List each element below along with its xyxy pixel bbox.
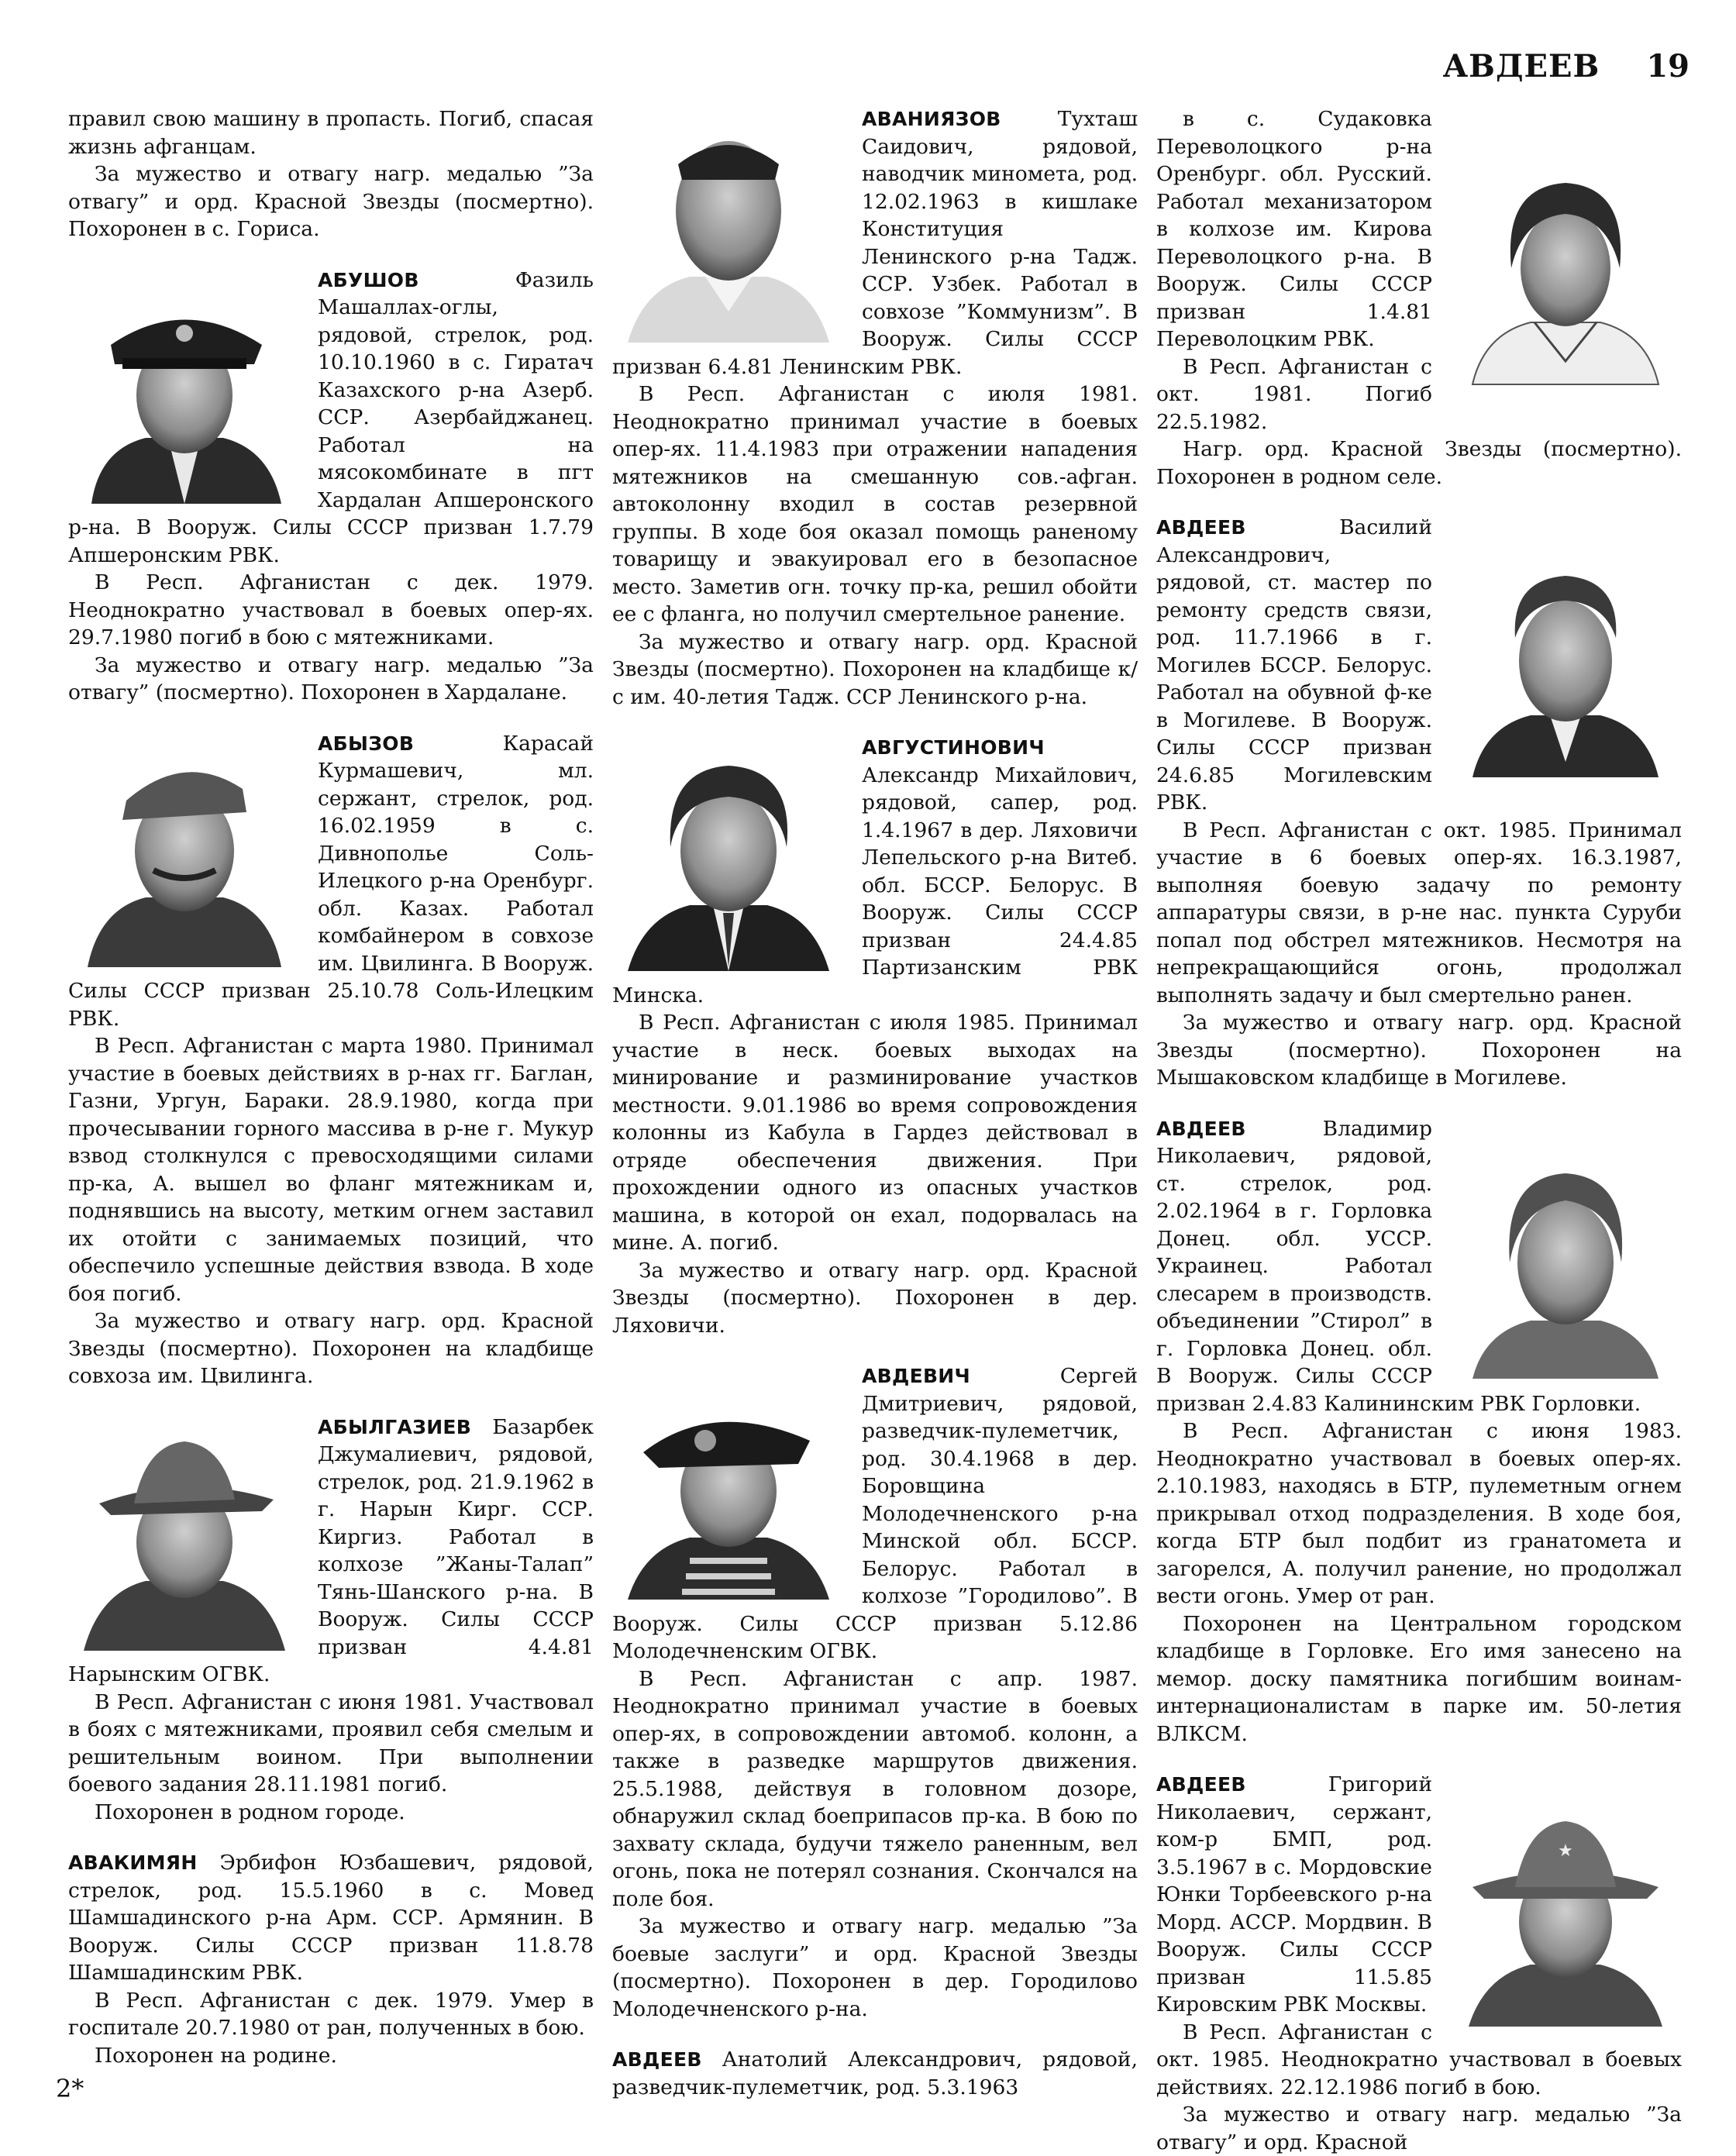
paragraph: В Респ. Афганистан с окт. 1981. Погиб 22.5.1982. [1156, 354, 1432, 434]
column-3 [1156, 105, 1682, 2154]
paragraph [612, 2046, 1138, 2101]
portrait-photo [612, 1367, 845, 1600]
portrait-photo [612, 110, 845, 343]
entry-text: Базарбек Джумалиевич, рядовой, стрелок, род. 21.9.1962 в г. Нарын Кирг. ССР. Киргиз. Работал в колхозе ”Жаны-Талап” Тянь-Шанского р-на. В Вооруж. Силы СССР призван 4.4.81 Нарынским ОГВК. [68, 1414, 594, 1686]
page-number: 19 [1646, 48, 1690, 84]
paragraph: В Респ. Афганистан с дек. 1979. Неоднократно участвовал в боевых опер-ях. 29.7.1980 погиб в бою с мятежниками. [68, 570, 594, 649]
column-1 [68, 105, 594, 2082]
paragraph: Нагр. орд. Красной Звезды (посмертно). Похоронен в родном селе. [1156, 437, 1682, 489]
paragraph: правил свою машину в пропасть. Погиб, спасая жизнь афганцам. [68, 107, 594, 159]
page-header [992, 48, 1690, 95]
portrait-photo [612, 739, 845, 971]
paragraph: Похоронен на Центральном городском кладбище в Горловке. Его имя занесено на мемор. доску памятника погибшим воинам-интернационалистам в парке им. 50-летия ВЛКСМ. [1156, 1611, 1682, 1746]
paragraph: За мужество и отвагу нагр. орд. Красной Звезды (посмертно). Похоронен на кладбище к/с им. 40-летия Тадж. ССР Ленинского р-на. [612, 629, 1138, 709]
entry-avdeev-vladimir [1156, 1115, 1682, 1748]
entry-surname: АВАКИМЯН [68, 1851, 198, 1874]
portrait-photo [1449, 1794, 1682, 2027]
paragraph: Похоронен в родном городе. [95, 1800, 405, 1824]
entry-text: Владимир Николаевич, рядовой, ст. стрелок, род. 2.02.1964 в г. Горловка Донец. обл. УССР. Украинец. Работал слесарем в производств. объединении ”Стирол” в г. Горловка Донец. обл. В Вооруж. Силы СССР призван 2.4.83 Калининским РВК Горловки. [1156, 1116, 1641, 1416]
entry-text: Сергей Дмитриевич, рядовой, разведчик-пулеметчик, род. 30.4.1968 в дер. Боровщина Молодечненского р-на Минской обл. БССР. Белорус. Работал в колхозе ”Городилово”. В Вооруж. Силы СССР призван 5.12.86 Молодечненским ОГВК. [612, 1364, 1138, 1663]
entry-text: Тухташ Саидович, рядовой, наводчик миномета, род. 12.02.1963 в кишлаке Конституция Ленинского р-на Тадж. ССР. Узбек. Работал в совхозе ”Коммунизм”. В Вооруж. Силы СССР призван 6.4.81 Ленинским РВК. [612, 107, 1138, 379]
entry-surname: АВДЕЕВ [1156, 516, 1246, 539]
paragraph: В Респ. Афганистан с июня 1981. Участвовал в боях с мятежниками, проявил себя смелым и решительным воином. При выполнении боевого задания 28.11.1981 погиб. [68, 1689, 594, 1796]
paragraph: За мужество и отвагу нагр. медалью ”За отвагу” и орд. Красной Звезды (посмертно). Похоронен в с. Гориса. [68, 162, 594, 241]
paragraph: В Респ. Афганистан с июля 1985. Принимал участие в неск. боевых выходах на минирование и разминирование участков местности. 9.01.1986 во время сопровождения колонны из Кабула в Гардез действовал в отряде обеспечения движения. При прохождении одного из опасных участков машина, в которой он ехал, подорвалась на мине. А. погиб. [612, 1011, 1138, 1255]
entry-surname: АВДЕЕВ [612, 2048, 702, 2071]
entry-surname: АБЫЗОВ [318, 732, 415, 755]
entry-avaniyazov [612, 105, 1138, 711]
paragraph: В Респ. Афганистан с апр. 1987. Неоднократно принимал участие в боевых опер-ях, в сопровождении автомоб. колонн, а также в разведке маршрутов движения. 25.5.1988, действуя в головном дозоре, обнаружил склад боеприпасов пр-ка. В бою по захвату склада, будучи тяжело раненным, вел огонь, пока не потерял сознания. Скончался на поле боя. [612, 1666, 1138, 1911]
entry-abylgaziev [68, 1414, 594, 1827]
entry-surname: АВГУСТИНОВИЧ [862, 736, 1045, 759]
entry-text: Фазиль Машаллах-оглы, рядовой, стрелок, род. 10.10.1960 в с. Гиратач Казахского р-на Азерб. ССР. Азербайджанец. Работал на мясокомбинате в пгт Хардалан Апшеронского р-на. В Вооруж. Силы СССР призван 1.7.79 Апшеронским РВК. [68, 267, 594, 567]
entry-text: Александр Михайлович, рядовой, сапер, род. 1.4.1967 в дер. Ляховичи Лепельского р-на Витеб. обл. БССР. Белорус. В Вооруж. Силы СССР призван 24.4.85 Партизанским РВК Минска. [612, 763, 1138, 1007]
entry-text: Карасай Курмашевич, мл. сержант, стрелок, род. 16.02.1959 в с. Дивнополье Соль-Илецкого р-на Оренбург. обл. Казах. Работал комбайнером в совхозе им. Цвилинга. В Вооруж. Силы СССР призван 25.10.78 Соль-Илецким РВК. [68, 731, 594, 1031]
paragraph: В Респ. Афганистан с марта 1980. Принимал участие в боевых действиях в р-нах гг. Баглан, Газни, Ургун, Бараки. 28.9.1980, когда при прочесывании горного массива в р-не г. Мукур взвод столкнулся с превосходящими силами пр-ка, А. вышел во фланг мятежникам и, поднявшись на высоту, метким огнем заставил их отойти с занимаемых позиций, что обеспечило успешные действия взвода. В ходе боя погиб. [68, 1034, 594, 1306]
paragraph: За мужество и отвагу нагр. орд. Красной Звезды (посмертно). Похоронен в дер. Ляховичи. [612, 1258, 1138, 1338]
entry-surname: АВДЕВИЧ [862, 1365, 971, 1387]
entry-avdeev-grigory [1156, 1771, 1682, 2156]
paragraph: За мужество и отвагу нагр. медалью ”За отвагу” (посмертно). Похоронен в Хардалане. [68, 653, 594, 704]
paragraph: В Респ. Афганистан с окт. 1985. Принимал участие в 6 боевых опер-ях. 16.3.1987, выполняя боевую задачу по ремонту аппаратуры связи, в р-не нас. пункта Суруби попал под обстрел мятежников. Несмотря на непрекращающийся огонь, продолжал выполнять задачу и был смертельно ранен. [1156, 818, 1682, 1007]
signature-mark: 2* [56, 2074, 84, 2103]
paragraph: В Респ. Афганистан с июля 1981. Неоднократно принимал участие в боевых опер-ях. 11.4.1983 при отражении нападения мятежников на смешанную сов.-афган. автоколонну входил в состав резервной группы. В ходе боя оказал помощь раненому товарищу и эвакуировал его в безопасное место. Заметив огн. точку пр-ка, решил обойти ее с фланга, но получил смертельное ранение. [612, 382, 1138, 626]
entry-text: Василий Александрович, рядовой, ст. мастер по ремонту средств связи, род. 11.7.1966 в г. Могилев БССР. Белорус. Работал на обувной ф-ке в Могилеве. В Вооруж. Силы СССР призван 24.6.85 Могилевским РВК. [1156, 515, 1432, 815]
column-2 [612, 105, 1138, 2099]
entry-surname: АБЫЛГАЗИЕВ [318, 1415, 472, 1438]
entry-continued [68, 105, 594, 243]
paragraph: в с. Судаковка Переволоцкого р-на Оренбург. обл. Русский. Работал механизатором в колхозе им. Кирова Переволоцкого р-на. В Вооруж. Силы СССР призван 1.4.81 Переволоцким РВК. [1156, 107, 1432, 351]
entry-continued [1156, 105, 1682, 491]
paragraph: В Респ. Афганистан с окт. 1985. Неоднократно участвовал в боевых действиях. 22.12.1986 погиб в бою. [1156, 2020, 1682, 2099]
running-head: АВДЕЕВ [1442, 48, 1600, 84]
entry-avdeev-anatoly [612, 2046, 1138, 2101]
entry-surname: АВАНИЯЗОВ [862, 108, 1001, 130]
entry-avakimyan [68, 1849, 594, 2069]
paragraph: В Респ. Афганистан с июня 1983. Неоднократно участвовал в боевых опер-ях. 2.10.1983, находясь в БТР, пулеметным огнем прикрывал отход подразделения. В ходе боя, когда БТР был подбит из гранатомета и загорелся, А. получил ранение, но продолжал вести огонь. Умер от ран. [1156, 1419, 1682, 1608]
paragraph: В Респ. Афганистан с дек. 1979. Умер в госпитале 20.7.1980 от ран, полученных в бою. [68, 1988, 594, 2040]
portrait-photo [68, 1418, 301, 1651]
entry-abyzov [68, 730, 594, 1390]
paragraph [68, 1849, 594, 1987]
paragraph: За мужество и отвагу нагр. орд. Красной Звезды (посмертно). Похоронен на кладбище совхоза им. Цвилинга. [68, 1309, 594, 1388]
entry-surname: АВДЕЕВ [1156, 1773, 1246, 1796]
svg-text:★: ★ [1558, 1841, 1573, 1861]
entry-surname: АБУШОВ [318, 268, 419, 291]
paragraph: Похоронен на родине. [95, 2043, 337, 2068]
paragraph: За мужество и отвагу нагр. орд. Красной Звезды (посмертно). Похоронен на Мышаковском кладбище в Могилеве. [1156, 1011, 1682, 1090]
portrait-photo [1449, 152, 1682, 384]
entry-surname: АВДЕЕВ [1156, 1117, 1246, 1140]
portrait-photo [68, 735, 301, 967]
entry-text: Эрбифон Юзбашевич, рядовой, стрелок, род. 15.5.1960 в с. Мовед Шамшадинского р-на Арм. ССР. Армянин. В Вооруж. Силы СССР призван 11.8.78 Шамшадинским РВК. [68, 1851, 594, 1985]
portrait-photo [68, 271, 301, 504]
entry-avdevich [612, 1362, 1138, 2023]
portrait-photo [1449, 1146, 1682, 1379]
entry-avgustinovich [612, 734, 1138, 1339]
portrait-photo [1449, 545, 1682, 777]
entry-abushov [68, 267, 594, 707]
entry-text: Григорий Николаевич, сержант, ком-р БМП, род. 3.5.1967 в с. Мордовские Юнки Торбеевского р-на Морд. АССР. Мордвин. В Вооруж. Силы СССР призван 11.5.85 Кировским РВК Москвы. [1156, 1772, 1432, 2017]
entry-text: Анатолий Александрович, рядовой, разведчик-пулеметчик, род. 5.3.1963 [612, 2048, 1138, 2099]
paragraph: За мужество и отвагу нагр. медалью ”За отвагу” и орд. Красной [1156, 2103, 1682, 2154]
entry-avdeev-vasily [1156, 514, 1682, 1092]
paragraph: За мужество и отвагу нагр. медалью ”За боевые заслуги” и орд. Красной Звезды (посмертно). Похоронен в дер. Городилово Молодечненского р-на. [612, 1914, 1138, 2021]
